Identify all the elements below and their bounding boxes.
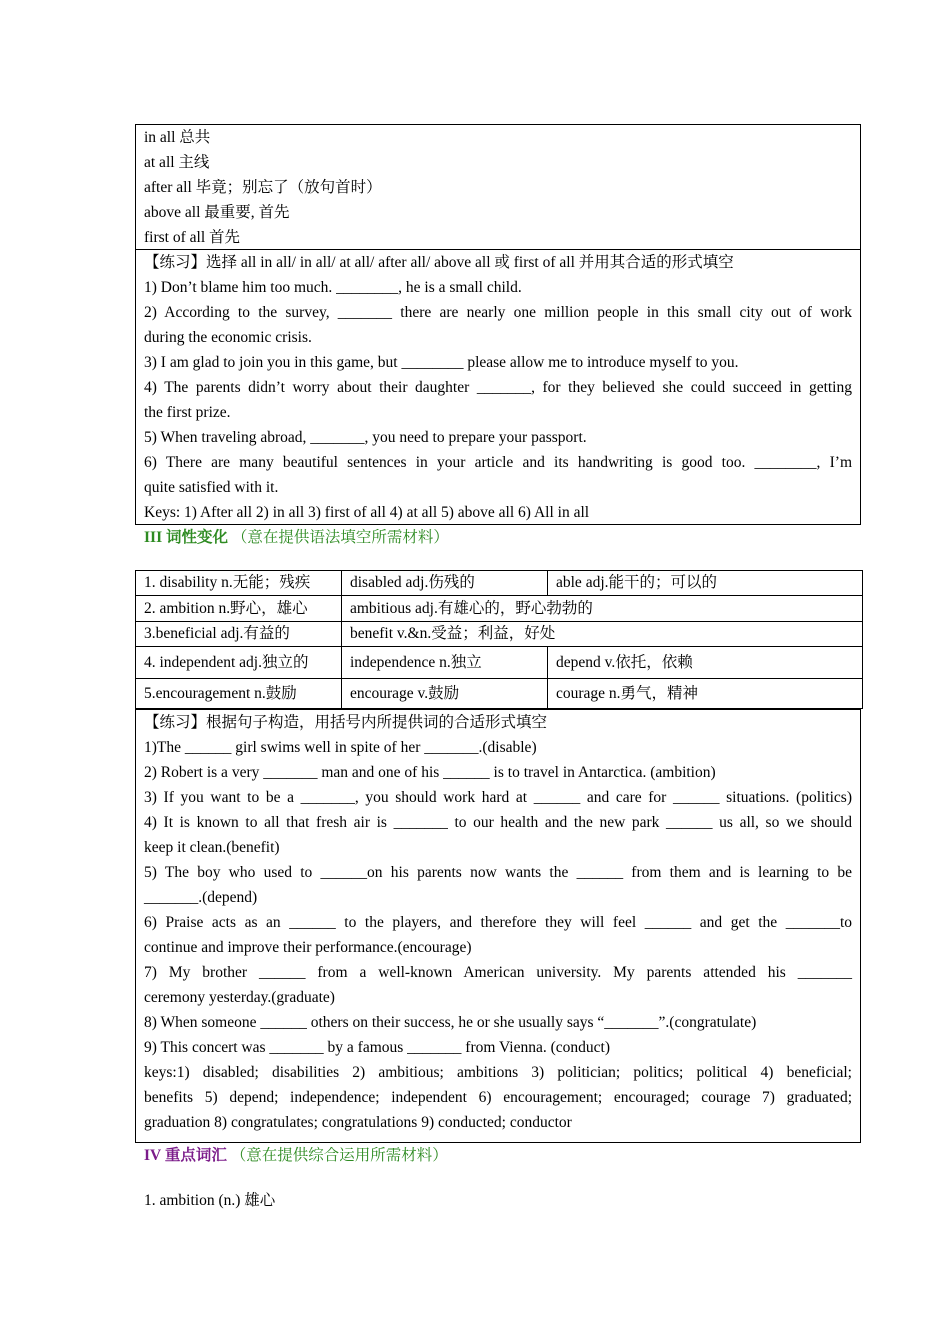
table-row	[136, 647, 863, 679]
table-cell: courage n.勇气，精神	[548, 679, 863, 709]
exercise2-line: continue and improve their performance.(encourage)	[144, 939, 472, 956]
table-cell: disabled adj.伤残的	[342, 571, 548, 596]
all-phrases-box	[135, 124, 861, 250]
phrase-line: above all 最重要, 首先	[144, 204, 290, 221]
section3-label: III 词性变化	[144, 529, 228, 546]
exercise2-line: 1)The ______ girl swims well in spite of her _______.(disable)	[144, 739, 537, 756]
exercise1-line: 4) The parents didn’t worry about their daughter _______, for they believed she could succeed in getting	[144, 379, 852, 396]
exercise2-line: keep it clean.(benefit)	[144, 839, 280, 856]
table-row	[136, 622, 863, 647]
table-row	[136, 571, 863, 596]
section3-heading	[144, 525, 449, 550]
phrase-line: in all 总共	[144, 129, 211, 146]
exercise1-line: the first prize.	[144, 404, 231, 421]
table-cell: depend v.依托，依赖	[548, 647, 863, 679]
exercise2-line: 【练习】根据句子构造，用括号内所提供词的合适形式填空	[144, 714, 548, 731]
phrase-line: at all 主线	[144, 154, 210, 171]
exercise2-line: 3) If you want to be a _______, you should work hard at ______ and care for ______ situations. (politics)	[144, 789, 852, 806]
exercise2-line: benefits 5) depend; independence; independent 6) encouragement; encouraged; courage 7) graduated;	[144, 1089, 852, 1106]
exercise2-line: graduation 8) congratulates; congratulations 9) conducted; conductor	[144, 1114, 572, 1131]
table-row	[136, 679, 863, 709]
exercise1-box	[135, 249, 861, 525]
exercise2-line: 4) It is known to all that fresh air is _______ to our health and the new park ______ us all, so we should	[144, 814, 852, 831]
table-cell: 3.beneficial adj.有益的	[136, 622, 342, 647]
exercise2-line: 2) Robert is a very _______ man and one of his ______ is to travel in Antarctica. (ambition)	[144, 764, 716, 781]
exercise2-line: 5) The boy who used to ______on his parents now wants the ______ from them and is learning to be	[144, 864, 852, 881]
exercise1-line: 6) There are many beautiful sentences in your article and its handwriting is good too. ________, I’m	[144, 454, 852, 471]
table-cell: 4. independent adj.独立的	[136, 647, 342, 679]
exercise2-line: 9) This concert was _______ by a famous _______ from Vienna. (conduct)	[144, 1039, 610, 1056]
table-cell: ambitious adj.有雄心的，野心勃勃的	[342, 596, 863, 622]
exercise2-line: _______.(depend)	[144, 889, 258, 906]
phrase-line: after all 毕竟；别忘了（放句首时）	[144, 179, 382, 196]
exercise1-line: 2) According to the survey, _______ there are nearly one million people in this small city out of work	[144, 304, 852, 321]
section3-note: （意在提供语法填空所需材料）	[231, 529, 449, 546]
phrase-line: first of all 首先	[144, 229, 240, 246]
table-cell: benefit v.&n.受益；利益，好处	[342, 622, 863, 647]
table-cell: 2. ambition n.野心，雄心	[136, 596, 342, 622]
exercise2-line: 8) When someone ______ others on their success, he or she usually says “_______”.(congratulate)	[144, 1014, 757, 1031]
table-cell: 1. disability n.无能；残疾	[136, 571, 342, 596]
exercise2-line: keys:1) disabled; disabilities 2) ambitious; ambitions 3) politician; politics; political 4) beneficial;	[144, 1064, 852, 1081]
table-cell: independence n.独立	[342, 647, 548, 679]
section4-label: IV 重点词汇	[144, 1147, 227, 1164]
table-row	[136, 596, 863, 622]
table-cell: encourage v.鼓励	[342, 679, 548, 709]
exercise1-line: 【练习】选择 all in all/ in all/ at all/ after all/ above all 或 first of all 并用其合适的形式填空	[144, 254, 734, 271]
exercise1-line: during the economic crisis.	[144, 329, 312, 346]
exercise1-line: 1) Don’t blame him too much. ________, he is a small child.	[144, 279, 522, 296]
table-cell: able adj.能干的；可以的	[548, 571, 863, 596]
table-cell: 5.encouragement n.鼓励	[136, 679, 342, 709]
section4-heading	[144, 1143, 448, 1168]
exercise1-line: 3) I am glad to join you in this game, but ________ please allow me to introduce myself to you.	[144, 354, 739, 371]
exercise1-line: 5) When traveling abroad, _______, you need to prepare your passport.	[144, 429, 587, 446]
word-form-table	[135, 570, 863, 709]
exercise2-line: 6) Praise acts as an ______ to the players, and therefore they will feel ______ and get the _______to	[144, 914, 852, 931]
exercise2-line: ceremony yesterday.(graduate)	[144, 989, 335, 1006]
exercise1-line: Keys: 1) After all 2) in all 3) first of all 4) at all 5) above all 6) All in all	[144, 504, 590, 521]
exercise2-box	[135, 709, 861, 1143]
section4-note: （意在提供综合运用所需材料）	[230, 1147, 448, 1164]
vocab-item: 1. ambition (n.) 雄心	[144, 1192, 276, 1209]
exercise2-line: 7) My brother ______ from a well-known American university. My parents attended his _______	[144, 964, 852, 981]
exercise1-line: quite satisfied with it.	[144, 479, 279, 496]
